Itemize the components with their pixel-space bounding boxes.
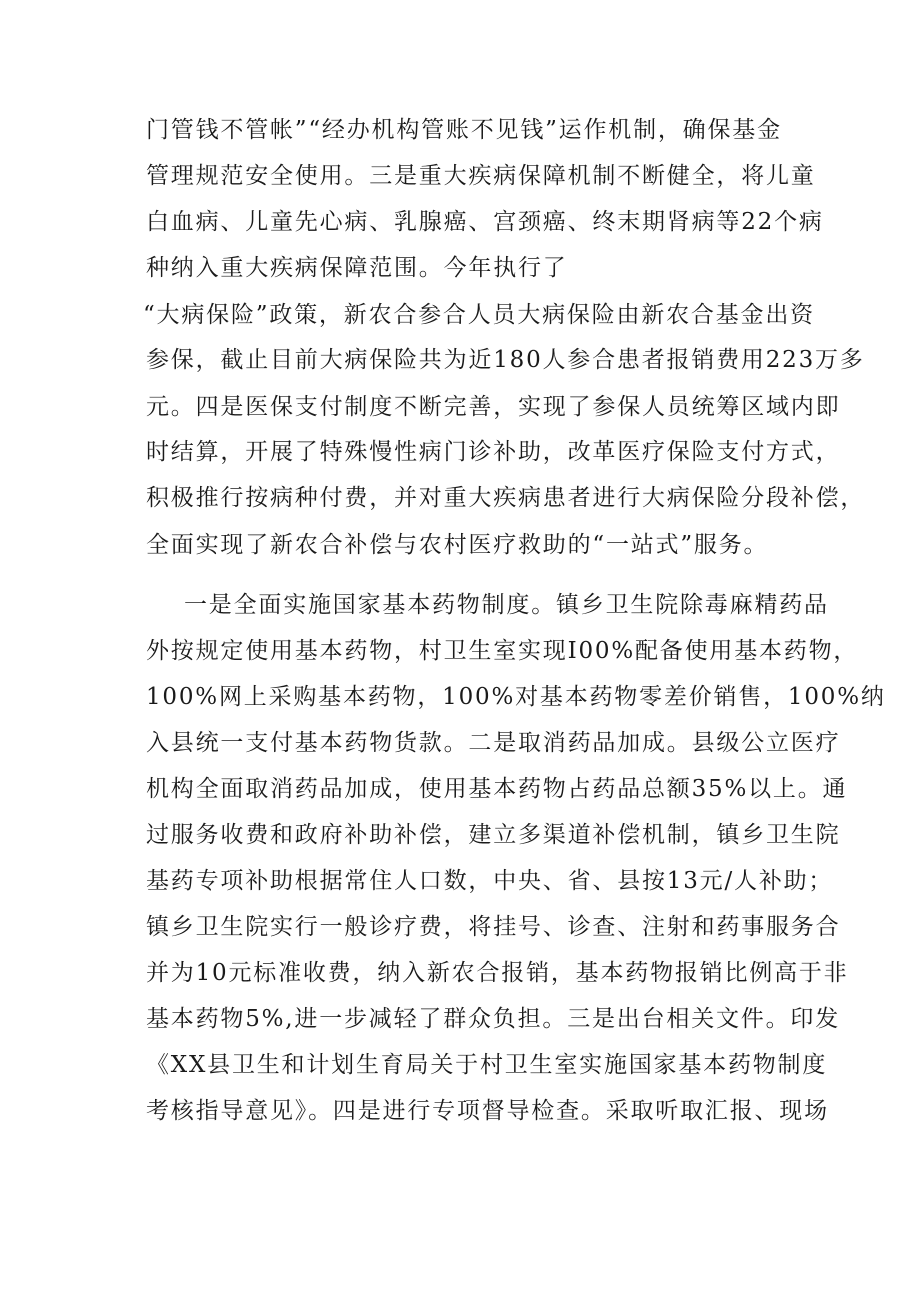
text-line: 过服务收费和政府补助补偿，建立多渠道补偿机制，镇乡卫生院 xyxy=(146,822,841,848)
text-line: 基本药物5%,进一步减轻了群众负担。三是出台相关文件。印发 xyxy=(146,1006,840,1032)
text-line: 门管钱不管帐”“经办机构管账不见钱”运作机制，确保基金 xyxy=(146,117,782,143)
text-line: 白血病、儿童先心病、乳腺癌、宫颈癌、终末期肾病等22个病 xyxy=(146,209,824,235)
text-line: 参保，截止目前大病保险共为近180人参合患者报销费用223万多 xyxy=(146,347,865,373)
text-line: “大病保险”政策，新农合参合人员大病保险由新农合基金出资 xyxy=(143,302,815,328)
text-line: 镇乡卫生院实行一般诊疗费，将挂号、诊查、注射和药事服务合 xyxy=(146,914,841,940)
text-line: 元。四是医保支付制度不断完善，实现了参保人员统筹区域内即 xyxy=(146,394,841,420)
text-line: 入县统一支付基本药物货款。二是取消药品加成。县级公立医疗 xyxy=(146,730,841,756)
text-line: 全面实现了新农合补偿与农村医疗救助的“一站式”服务。 xyxy=(146,532,769,558)
text-line: 并为10元标准收费，纳入新农合报销，基本药物报销比例高于非 xyxy=(146,960,849,986)
text-line: 考核指导意见》。四是进行专项督导检查。采取听取汇报、现场 xyxy=(146,1098,829,1124)
text-line: 积极推行按病种付费，并对重大疾病患者进行大病保险分段补偿， xyxy=(146,485,866,511)
text-line: 管理规范安全使用。三是重大疾病保障机制不断健全，将儿童 xyxy=(146,163,816,189)
paragraph-first-line: 一是全面实施国家基本药物制度。镇乡卫生院除毒麻精药品 xyxy=(184,592,829,618)
text-line: 机构全面取消药品加成，使用基本药物占药品总额35%以上。通 xyxy=(146,776,848,802)
text-line: 《XX县卫生和计划生育局关于村卫生室实施国家基本药物制度 xyxy=(146,1052,828,1078)
text-line: 100%网上采购基本药物，100%对基本药物零差价销售，100%纳 xyxy=(146,684,886,710)
text-line: 基药专项补助根据常住人口数，中央、省、县按13元/人补助； xyxy=(146,868,834,894)
text-line: 种纳入重大疾病保障范围。今年执行了 xyxy=(146,255,568,281)
text-line: 时结算，开展了特殊慢性病门诊补助，改革医疗保险支付方式， xyxy=(146,439,841,465)
text-line: 外按规定使用基本药物，村卫生室实现I00%配备使用基本药物， xyxy=(146,638,859,664)
